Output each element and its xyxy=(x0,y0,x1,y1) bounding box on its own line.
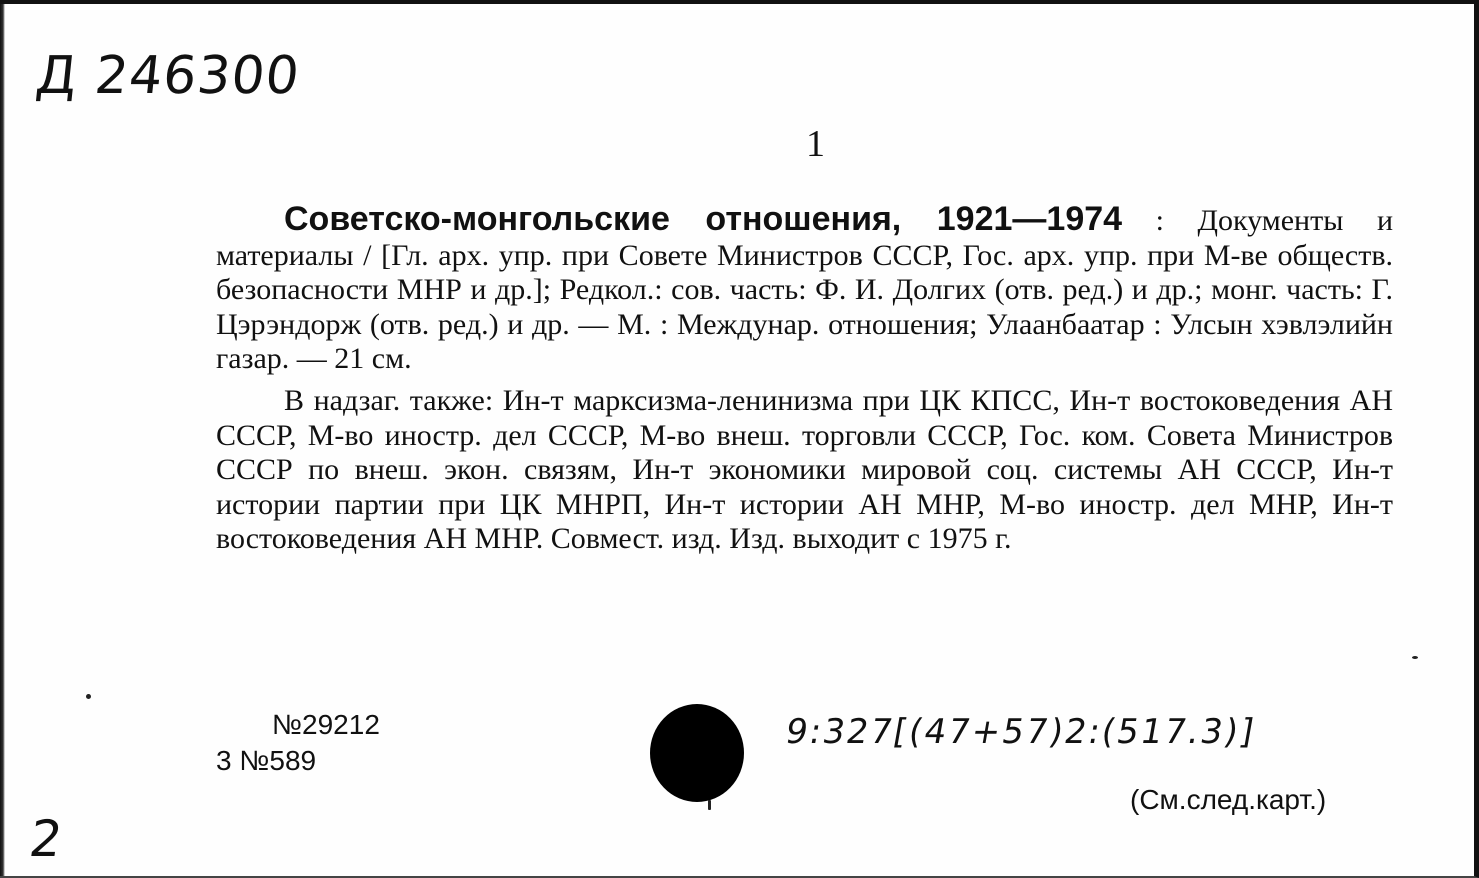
entry-description: : Документы и материалы / [Гл. арх. упр. при Совете Министров СССР, Гос. арх. упр. при М-ве обществ. безопасности МНР и др.]; Редкол.: сов. часть: Ф. И. Долгих (отв. ред.) и др.; монг. часть: Г. Цэрэндорж (отв. ред.) и др. — М. : Междунар. отношения; Улаанбаатар : Улсын хэвлэлийн газар. — 21 см. xyxy=(216,204,1393,376)
punch-hole xyxy=(650,704,744,802)
inventory-number: Д 246300 xyxy=(32,46,303,106)
shelf-mark: 9:327[(47+57)2:(517.3)] xyxy=(782,712,1259,752)
ink-speck xyxy=(1412,656,1418,659)
accession-line-1: №29212 xyxy=(272,709,380,740)
entry-main-paragraph xyxy=(216,202,1393,377)
card-index: 1 xyxy=(806,123,825,165)
card-left-edge xyxy=(0,4,5,878)
entry-note: В надзаг. также: Ин-т марксизма-ленинизма при ЦК КПСС, Ин-т востоковедения АН СССР, М-во иностр. дел СССР, М-во внеш. торговли СССР, Гос. ком. Совета Министров СССР по внеш. экон. связям, Ин-т экономики мировой соц. системы АН СССР, Ин-т истории партии при ЦК МНРП, Ин-т истории АН МНР, М-во иностр. дел МНР, Ин-т востоковедения АН МНР. Совмест. изд. Изд. выходит с 1975 г. xyxy=(216,383,1393,556)
corner-number: 2 xyxy=(25,810,66,868)
catalog-entry xyxy=(216,202,1393,557)
accession-block xyxy=(216,707,380,779)
ink-speck xyxy=(86,694,91,699)
entry-title: Советско-монгольские отношения, 1921—1974 xyxy=(284,200,1123,238)
accession-line-2: 3 №589 xyxy=(216,745,317,776)
continued-note: (См.след.карт.) xyxy=(1130,784,1327,815)
ink-speck xyxy=(708,800,711,810)
